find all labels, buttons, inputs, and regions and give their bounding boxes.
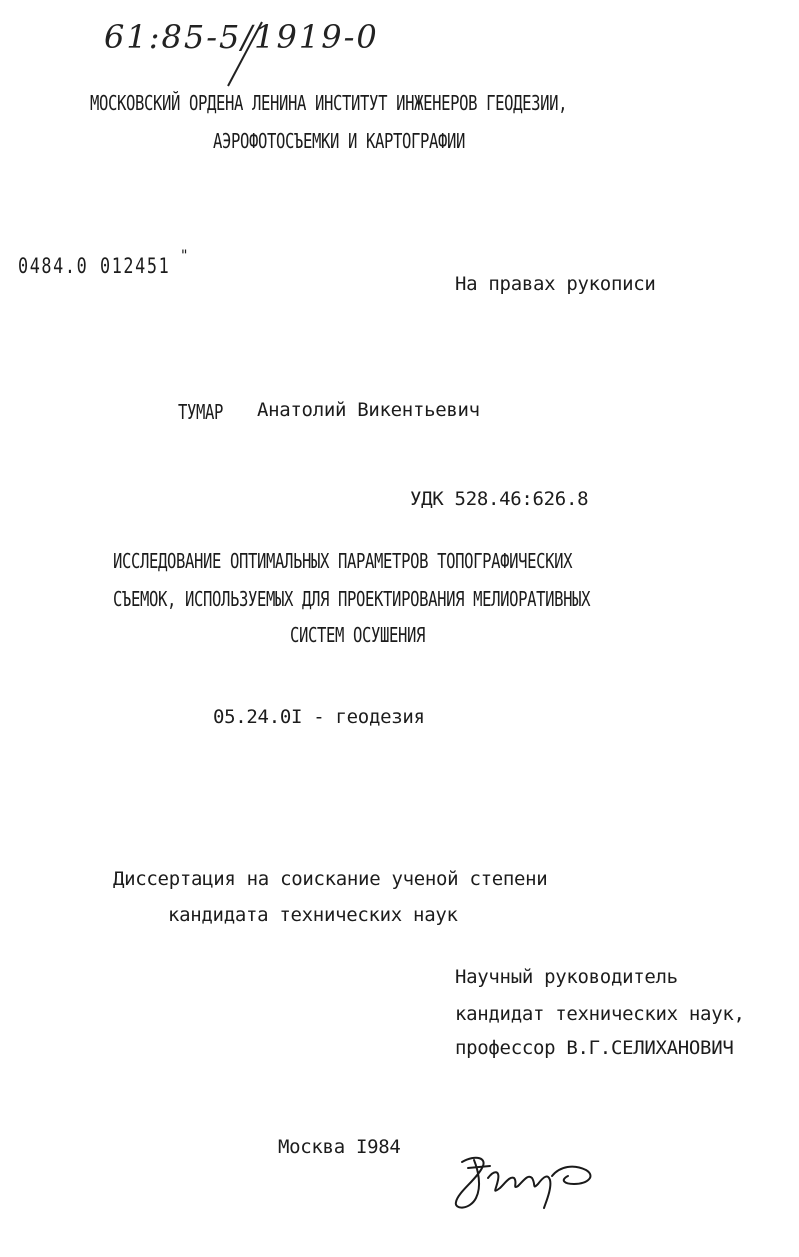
supervisor-label: Научный руководитель bbox=[455, 966, 678, 988]
thesis-title-line-1: ИССЛЕДОВАНИЕ ОПТИМАЛЬНЫХ ПАРАМЕТРОВ ТОПОГРАФИЧЕСКИХ bbox=[113, 549, 573, 573]
dissertation-degree-line-1: Диссертация на соискание ученой степени bbox=[113, 868, 548, 890]
author-given-names: Анатолий Викентьевич bbox=[257, 399, 480, 421]
place-and-year: Москва I984 bbox=[278, 1136, 401, 1158]
supervisor-degree: кандидат технических наук, bbox=[455, 1003, 745, 1025]
udk-code: УДК 528.46:626.8 bbox=[410, 488, 589, 510]
institute-name-line-1: МОСКОВСКИЙ ОРДЕНА ЛЕНИНА ИНСТИТУТ ИНЖЕНЕРОВ ГЕОДЕЗИИ, bbox=[90, 91, 568, 115]
author-surname: ТУМАР bbox=[178, 400, 224, 424]
stamp-mark: " bbox=[180, 248, 189, 264]
institute-name-line-2: АЭРОФОТОСЪЕМКИ И КАРТОГРАФИИ bbox=[213, 129, 466, 153]
supervisor-name: профессор В.Г.СЕЛИХАНОВИЧ bbox=[455, 1037, 734, 1059]
inventory-stamp-number: 0484.0 012451 bbox=[18, 254, 171, 278]
rights-note: На правах рукописи bbox=[455, 273, 656, 295]
specialty-code: 05.24.0I - геодезия bbox=[213, 706, 425, 728]
dissertation-degree-line-2: кандидата технических наук bbox=[168, 904, 458, 926]
thesis-title-line-3: СИСТЕМ ОСУШЕНИЯ bbox=[290, 623, 426, 647]
handwritten-slash-mark bbox=[222, 20, 272, 90]
thesis-title-line-2: СЪЕМОК, ИСПОЛЬЗУЕМЫХ ДЛЯ ПРОЕКТИРОВАНИЯ МЕЛИОРАТИВНЫХ bbox=[113, 587, 591, 611]
author-signature bbox=[448, 1140, 608, 1215]
handwritten-archive-code: 61:85-5/1919-0 bbox=[104, 18, 379, 56]
